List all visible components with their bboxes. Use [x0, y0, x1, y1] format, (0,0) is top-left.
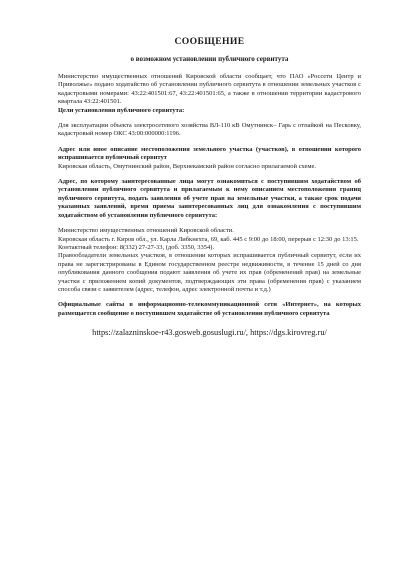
intro-paragraph: Министерство имущественных отношений Кировской области сообщает, что ПАО «Россети Центр и Приволжье» подано ходатайство об установлении публичного сервитута в отношении земельных участков с кадастровыми номерами: 43:22:401501:67, 43:22:401501:65, а также в отношении территории кадастрового квартала 43:22:401501.	[58, 73, 361, 106]
contact-phone: Контактный телефон: 8(332) 27-27-33, (доб. 3350, 3354).	[58, 243, 215, 251]
document-subtitle: о возможном установлении публичного сервитута	[130, 55, 289, 63]
official-sites-links[interactable]: https://zalazninskoe-r43.gosweb.gosuslugi.ru/, https://dgs.kirovreg.ru/	[92, 328, 327, 338]
location-text: Кировская область, Омутнинский район, Верхнекамский район согласно прилагаемой схеме.	[58, 162, 317, 170]
rights-holders-paragraph: Правообладатели земельных участков, в отношении которых испрашивается публичный сервитут, если их права не зарегистрированы в Едином государственном реестре недвижимости, в течение 15 дней со дня опубликования данного сообщения подают заявления об учете их прав (обременений прав) на земельные участки с приложением копий документов, подтверждающих эти права (обременения прав) с указанием способа связи с заявителем (адрес, телефон, адрес электронной почты и т.д.)	[58, 252, 361, 293]
office-address: Кировская область г. Киров обл., ул. Карла Либкнехта, 69, каб. 445 с 9:00 до 18:00, перерыв с 12:30 до 13:15.	[58, 235, 359, 243]
document-title: СООБЩЕНИЕ	[174, 36, 245, 47]
purpose-text: Для эксплуатации объекта электросетевого хозяйства ВЛ-110 кВ Омутнинск– Гарь с отпайкой на Песковку, кадастровый номер ОКС 43:00:000000:1196.	[58, 122, 361, 138]
ministry-name: Министерство имущественных отношений Кировской области.	[58, 227, 234, 235]
address-heading: Адрес, по которому заинтересованные лица могут ознакомиться с поступившим ходатайством об установлении публичного сервитута и прилагаемым к нему описанием местоположения границ публичного сервитута, подать заявления об учете прав на земельные участки, а также срок подачи указанных заявлений, время приема заинтересованных лиц для ознакомления с поступившим ходатайством об установлении публичного сервитута:	[58, 178, 361, 219]
location-heading: Адрес или иное описание местоположения земельного участка (участков), в отношении которого испрашивается публичный сервитут	[58, 145, 361, 162]
official-sites-heading: Официальные сайты в информационно-телекоммуникационной сети «Интернет», на которых размещается сообщение о поступившем ходатайстве об установлении публичного сервитута	[58, 301, 361, 317]
purpose-heading: Цели установления публичного сервитута:	[58, 106, 185, 114]
